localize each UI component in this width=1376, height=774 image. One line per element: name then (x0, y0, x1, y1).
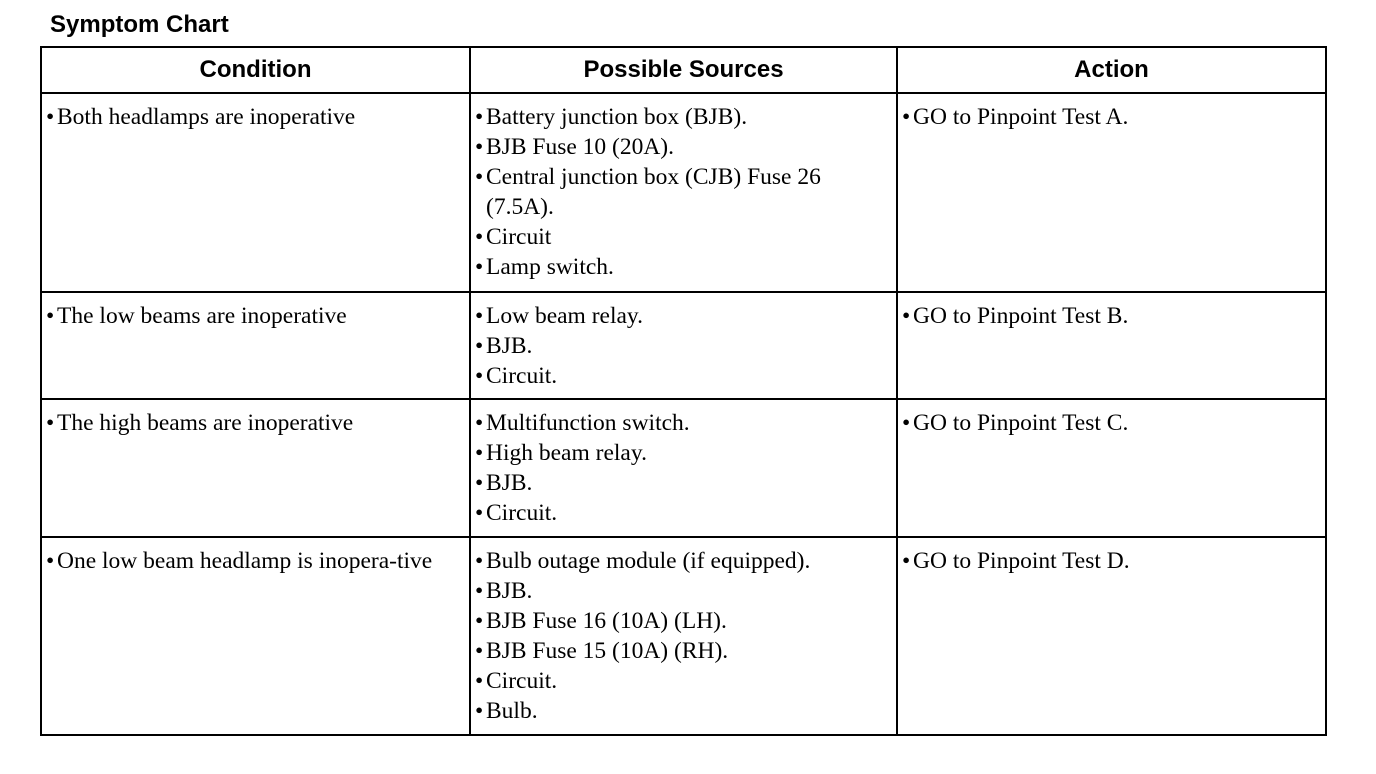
action-cell (897, 93, 1326, 292)
page-title: Symptom Chart (50, 11, 229, 38)
source-item: • BJB Fuse 10 (20A). (475, 132, 888, 162)
action-text: • GO to Pinpoint Test D. (902, 546, 1317, 576)
source-item: • Battery junction box (BJB). (475, 102, 888, 132)
condition-cell (41, 292, 470, 399)
column-header-condition: Condition (41, 47, 470, 93)
action-cell (897, 537, 1326, 735)
column-header-action: Action (897, 47, 1326, 93)
table-row (41, 399, 1326, 537)
table-row (41, 292, 1326, 399)
source-item: • Circuit. (475, 666, 888, 696)
sources-cell (470, 292, 897, 399)
source-item: • Circuit. (475, 498, 888, 528)
source-item: • High beam relay. (475, 438, 888, 468)
action-text: • GO to Pinpoint Test A. (902, 102, 1317, 132)
sources-cell (470, 537, 897, 735)
source-item: • Bulb outage module (if equipped). (475, 546, 888, 576)
source-item: • Lamp switch. (475, 252, 888, 282)
sources-cell (470, 399, 897, 537)
source-item: • BJB. (475, 331, 888, 361)
source-item: • BJB. (475, 576, 888, 606)
source-item: • Circuit. (475, 361, 888, 391)
column-header-possible-sources: Possible Sources (470, 47, 897, 93)
source-item: • Bulb. (475, 696, 888, 726)
condition-text: • The high beams are inoperative (46, 408, 461, 438)
source-item: • BJB Fuse 15 (10A) (RH). (475, 636, 888, 666)
source-item: • BJB Fuse 16 (10A) (LH). (475, 606, 888, 636)
table-row (41, 93, 1326, 292)
action-text: • GO to Pinpoint Test B. (902, 301, 1317, 331)
source-item: • Central junction box (CJB) Fuse 26 (7.5A). (475, 162, 888, 222)
condition-cell (41, 399, 470, 537)
table-header-row (41, 47, 1326, 93)
condition-text: • One low beam headlamp is inopera-tive (46, 546, 461, 576)
source-item: • BJB. (475, 468, 888, 498)
source-item: • Multifunction switch. (475, 408, 888, 438)
source-item: • Circuit (475, 222, 888, 252)
sources-cell (470, 93, 897, 292)
condition-cell (41, 537, 470, 735)
action-cell (897, 399, 1326, 537)
condition-text: • Both headlamps are inoperative (46, 102, 461, 132)
action-text: • GO to Pinpoint Test C. (902, 408, 1317, 438)
condition-cell (41, 93, 470, 292)
table-row (41, 537, 1326, 735)
symptom-table (40, 46, 1327, 736)
source-item: • Low beam relay. (475, 301, 888, 331)
condition-text: • The low beams are inoperative (46, 301, 461, 331)
action-cell (897, 292, 1326, 399)
